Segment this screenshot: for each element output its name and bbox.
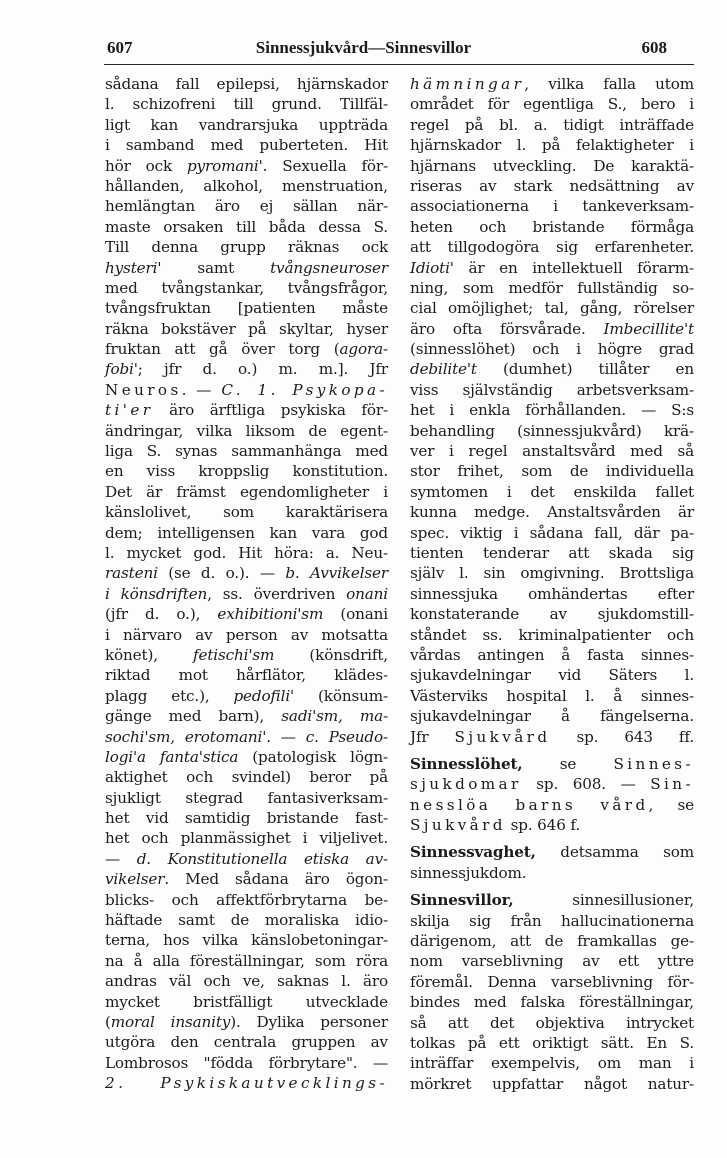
text-run: (könsdrift, bbox=[274, 645, 388, 664]
text-line: sjukligt stegrad fantasiverksam- bbox=[105, 788, 388, 807]
text-line: associationerna i tankeverksam- bbox=[410, 197, 694, 216]
text-line bbox=[105, 706, 388, 726]
text-line: het och planmässighet i viljelivet. bbox=[105, 829, 388, 848]
text-line: så att det objektiva intrycket bbox=[410, 1013, 694, 1032]
text-run: plagg etc.), bbox=[105, 686, 234, 705]
text-line bbox=[105, 359, 388, 379]
term-avvikelser: b. Avvikelser bbox=[285, 564, 388, 583]
text-line: dem; intelligensen kan vara god bbox=[105, 523, 388, 542]
text-run: ; jfr d. o.) m. m.]. Jfr bbox=[137, 360, 388, 379]
text-run: . Med sådana äro ögon- bbox=[164, 870, 388, 889]
text-line bbox=[410, 795, 694, 815]
entry-sinnesvillor bbox=[410, 890, 694, 910]
text-line bbox=[410, 727, 694, 747]
text-line: Det är främst egendomligheter i bbox=[105, 482, 388, 501]
text-run: (onani bbox=[323, 605, 388, 624]
entry-sinnesslohet bbox=[410, 754, 694, 774]
text-run: . — bbox=[266, 727, 306, 746]
text-line: ligt kan vandrarsjuka uppträda bbox=[105, 115, 388, 134]
cross-ref-sinnesloa-cont: nesslöa barns vård, bbox=[410, 795, 657, 814]
term-fetischism: fetischi'sm bbox=[193, 645, 275, 664]
text-run: . Sexuella för- bbox=[262, 156, 388, 175]
text-line: hjärnskador l. på felaktigheter i bbox=[410, 136, 694, 155]
text-line: en viss kroppslig konstitution. bbox=[105, 462, 388, 481]
text-line: föremål. Denna varseblivning för- bbox=[410, 972, 694, 991]
text-line: Västerviks hospital l. å sinnes- bbox=[410, 686, 694, 705]
term-idioti: Idioti' bbox=[410, 258, 454, 277]
text-line: aktighet och svindel) beror på bbox=[105, 768, 388, 787]
text-line: l. mycket god. Hit höra: a. Neu- bbox=[105, 543, 388, 562]
text-line bbox=[105, 849, 388, 869]
text-line: räkna bokstäver på skyltar, hyser bbox=[105, 319, 388, 338]
text-run: (jfr d. o.), bbox=[105, 605, 218, 624]
text-line: att tillgodogöra sig erfarenheter. bbox=[410, 238, 694, 257]
text-line: maste orsaken till båda dessa S. bbox=[105, 217, 388, 236]
text-line: symtomen i det enskilda fallet bbox=[410, 482, 694, 501]
text-line bbox=[105, 604, 388, 624]
text-run: . — bbox=[181, 380, 222, 399]
text-line: mörkret uppfattar något natur- bbox=[410, 1074, 694, 1093]
entry-gap bbox=[410, 835, 694, 842]
text-line bbox=[410, 258, 694, 278]
cross-ref-sinnessjukdomar: Sinnes- bbox=[613, 754, 694, 773]
text-line: andras väl och ve, saknas l. äro bbox=[105, 972, 388, 991]
text-run: sp. 608. — bbox=[521, 775, 651, 794]
text-line: sinnessjuka omhändertas efter bbox=[410, 584, 694, 603]
text-line bbox=[105, 686, 388, 706]
text-line: inträffar exempelvis, om man i bbox=[410, 1054, 694, 1073]
term-pseudologia-cont: logi'a fanta'stica bbox=[105, 747, 239, 766]
cross-ref-neuros: Neuros bbox=[105, 380, 182, 399]
entry-gap bbox=[410, 747, 694, 754]
text-run: , ss. överdriven bbox=[207, 584, 347, 603]
term-psykiska-utvecklingshamningar: 2. Psykiskautvecklings- bbox=[105, 1074, 388, 1093]
term-pedofili: pedofili' bbox=[233, 686, 295, 705]
text-run: samt bbox=[161, 258, 271, 277]
text-line: vårdas antingen å fasta sinnes- bbox=[410, 645, 694, 664]
term-moral-insanity: moral insanity bbox=[110, 1012, 231, 1031]
text-line: ver i regel anstaltsvård med så bbox=[410, 442, 694, 461]
page-number-left: 607 bbox=[107, 38, 133, 57]
term-konsdriften: i könsdriften bbox=[105, 584, 208, 603]
left-column bbox=[105, 74, 388, 1094]
text-line: med tvångstankar, tvångsfrågor, bbox=[105, 278, 388, 297]
text-line bbox=[105, 727, 388, 747]
term-agorafobi: agora- bbox=[339, 340, 388, 359]
text-line: i närvaro av person av motsatta bbox=[105, 625, 388, 644]
text-line: nom varseblivning av ett yttre bbox=[410, 952, 694, 971]
text-line: tienten tenderar att skada sig bbox=[410, 543, 694, 562]
text-line: na å alla föreställningar, som röra bbox=[105, 951, 388, 970]
term-tvangsneuroser: tvångsneuroser bbox=[270, 258, 388, 277]
text-line bbox=[410, 774, 694, 794]
text-line: hjärnans utveckling. De karaktä- bbox=[410, 156, 694, 175]
text-line bbox=[105, 400, 388, 420]
text-line: regel på bl. a. tidigt inträffade bbox=[410, 115, 694, 134]
text-run: äro ofta försvårade. bbox=[410, 319, 604, 338]
text-line: hållanden, alkohol, menstruation, bbox=[105, 176, 388, 195]
page-header bbox=[0, 34, 727, 64]
text-line bbox=[105, 339, 388, 359]
term-pseudologia: c. Pseudo- bbox=[305, 727, 388, 746]
text-line bbox=[105, 1012, 388, 1032]
term-debilitet: debilite't bbox=[410, 360, 477, 379]
text-line: skilja sig från hallucinationerna bbox=[410, 911, 694, 930]
term-psykopatier: C. 1. Psykopa- bbox=[221, 380, 389, 399]
text-line: ståndet ss. kriminalpatienter och bbox=[410, 625, 694, 644]
text-run: sp. 643 ff. bbox=[550, 727, 694, 746]
text-line: tvångsfruktan [patienten måste bbox=[105, 299, 388, 318]
text-line bbox=[105, 258, 388, 278]
text-line: ning, som medför fullständig so- bbox=[410, 278, 694, 297]
text-line: själv l. sin omgivning. Brottsliga bbox=[410, 564, 694, 583]
text-run: se bbox=[656, 795, 694, 814]
term-avvikelser-cont: vikelser bbox=[105, 870, 165, 889]
text-run: Jfr bbox=[410, 727, 455, 746]
text-run: sp. 646 f. bbox=[505, 816, 580, 835]
cross-ref-sjukvard: Sjukvård bbox=[454, 727, 551, 746]
running-title: Sinnessjukvård—Sinnesvillor bbox=[255, 38, 472, 57]
cross-ref-sjukvard-2: Sjukvård bbox=[410, 816, 506, 835]
text-line bbox=[105, 747, 388, 767]
text-line: het vid samtidig bristande fast- bbox=[105, 809, 388, 828]
right-column bbox=[410, 74, 694, 1094]
text-line: het i enkla förhållanden. — S:s bbox=[410, 401, 694, 420]
term-exhibitionism: exhibitioni'sm bbox=[217, 605, 324, 624]
text-line bbox=[105, 645, 388, 665]
text-line bbox=[410, 319, 694, 339]
text-run: , vilka falla utom bbox=[524, 75, 694, 93]
text-run: är en intellektuell förarm- bbox=[453, 258, 694, 277]
text-run: fruktan att gå över torg ( bbox=[105, 340, 340, 359]
text-line: sjukavdelningar å fängelserna. bbox=[410, 707, 694, 726]
text-line bbox=[105, 869, 388, 889]
cross-ref-sinnesloa: Sin- bbox=[650, 775, 694, 794]
term-agorafobi-cont: fobi' bbox=[105, 360, 138, 379]
text-line: sådana fall epilepsi, hjärnskador bbox=[105, 75, 388, 93]
text-line: riktad mot hårflätor, klädes- bbox=[105, 666, 388, 685]
header-rule bbox=[104, 64, 694, 65]
text-run: hör ock bbox=[105, 156, 187, 175]
text-line: mycket bristfälligt utvecklade bbox=[105, 992, 388, 1011]
term-pyromani: pyromani' bbox=[186, 156, 263, 175]
text-line: l. schizofreni till grund. Tillfäl- bbox=[105, 95, 388, 114]
entry-sinnessvaghet bbox=[410, 842, 694, 862]
text-line: heten och bristande förmåga bbox=[410, 217, 694, 236]
text-run: (se d. o.). — bbox=[157, 564, 286, 583]
text-run: sinnesillusioner, bbox=[513, 891, 694, 910]
text-line bbox=[105, 156, 388, 176]
text-line: tolkas på ett oriktigt sätt. En S. bbox=[410, 1033, 694, 1052]
text-line: stor frihet, som de individuella bbox=[410, 462, 694, 481]
term-konstitutionella: d. Konstitutionella etiska av- bbox=[136, 849, 389, 868]
text-line: viss självständig arbetsverksam- bbox=[410, 380, 694, 399]
headword-sinnesvillor: Sinnesvillor, bbox=[410, 891, 514, 910]
headword-sinnesslohet: Sinnesslöhet, bbox=[410, 754, 523, 773]
text-line: liga S. synas sammanhänga med bbox=[105, 442, 388, 461]
text-line bbox=[105, 380, 388, 400]
term-neurasteni: rasteni bbox=[105, 564, 158, 583]
text-line: Lombrosos "födda förbrytare". — bbox=[105, 1053, 388, 1072]
text-line bbox=[410, 74, 694, 94]
text-line: sjukavdelningar vid Säters l. bbox=[410, 666, 694, 685]
text-line bbox=[410, 359, 694, 379]
text-line: (sinnesslöhet) och i högre grad bbox=[410, 340, 694, 359]
page-number-right: 608 bbox=[641, 38, 667, 57]
text-line: sinnessjukdom. bbox=[410, 863, 527, 882]
text-line: blicks- och affektförbrytarna be- bbox=[105, 890, 388, 909]
text-line bbox=[410, 815, 694, 835]
text-run: (könsum- bbox=[294, 686, 388, 705]
text-line: känslolivet, som karaktärisera bbox=[105, 503, 388, 522]
text-line: konstaterande av sjukdomstill- bbox=[410, 605, 694, 624]
term-sadism: sadi'sm, ma- bbox=[281, 707, 388, 726]
text-line: häftade samt de moraliska idio- bbox=[105, 911, 388, 930]
text-run: detsamma som bbox=[535, 843, 694, 862]
term-hysteri: hysteri' bbox=[105, 258, 162, 277]
text-run: ). Dylika personer bbox=[230, 1012, 388, 1031]
text-run: äro ärftliga psykiska för- bbox=[153, 401, 388, 420]
text-line: spec. viktig i sådana fall, där pa- bbox=[410, 523, 694, 542]
text-run: (dumhet) tillåter en bbox=[476, 360, 694, 379]
term-imbecillitet: Imbecillite't bbox=[603, 319, 694, 338]
term-psykopatier-cont: ti'er bbox=[105, 401, 154, 420]
text-line: hemlängtan äro ej sällan när- bbox=[105, 197, 388, 216]
text-run: ( bbox=[105, 1012, 111, 1031]
text-line: bindes med falska föreställningar, bbox=[410, 993, 694, 1012]
text-run: könet), bbox=[105, 645, 194, 664]
text-line: området för egentliga S., bero i bbox=[410, 95, 694, 114]
text-run: — bbox=[105, 849, 137, 868]
text-line: cial omöjlighet; tal, gång, rörelser bbox=[410, 299, 694, 318]
text-line: i samband med puberteten. Hit bbox=[105, 136, 388, 155]
text-line: ändringar, vilka liksom de egent- bbox=[105, 421, 388, 440]
term-masochism: sochi'sm, erotomani' bbox=[105, 727, 267, 746]
text-run: (patologisk lögn- bbox=[238, 747, 388, 766]
text-line bbox=[105, 563, 388, 583]
text-line: behandling (sinnessjukvård) krä- bbox=[410, 421, 694, 440]
term-hamningar: hämningar bbox=[410, 75, 525, 93]
headword-sinnessvaghet: Sinnessvaghet, bbox=[410, 843, 536, 862]
cross-ref-sinnessjukdomar-cont: sjukdomar bbox=[410, 775, 522, 794]
text-line: riseras av stark nedsättning av bbox=[410, 176, 694, 195]
text-run: gänge med barn), bbox=[105, 707, 282, 726]
text-line: Till denna grupp räknas ock bbox=[105, 238, 388, 257]
text-line: terna, hos vilka känslobetoningar- bbox=[105, 931, 388, 950]
term-onani: onani bbox=[346, 584, 388, 603]
text-line bbox=[105, 584, 388, 604]
text-line: därigenom, att de framkallas ge- bbox=[410, 932, 694, 951]
text-line: utgöra den centrala gruppen av bbox=[105, 1033, 388, 1052]
text-line: kunna medge. Anstaltsvården är bbox=[410, 503, 694, 522]
entry-gap bbox=[410, 883, 694, 890]
text-run: se bbox=[522, 754, 614, 773]
